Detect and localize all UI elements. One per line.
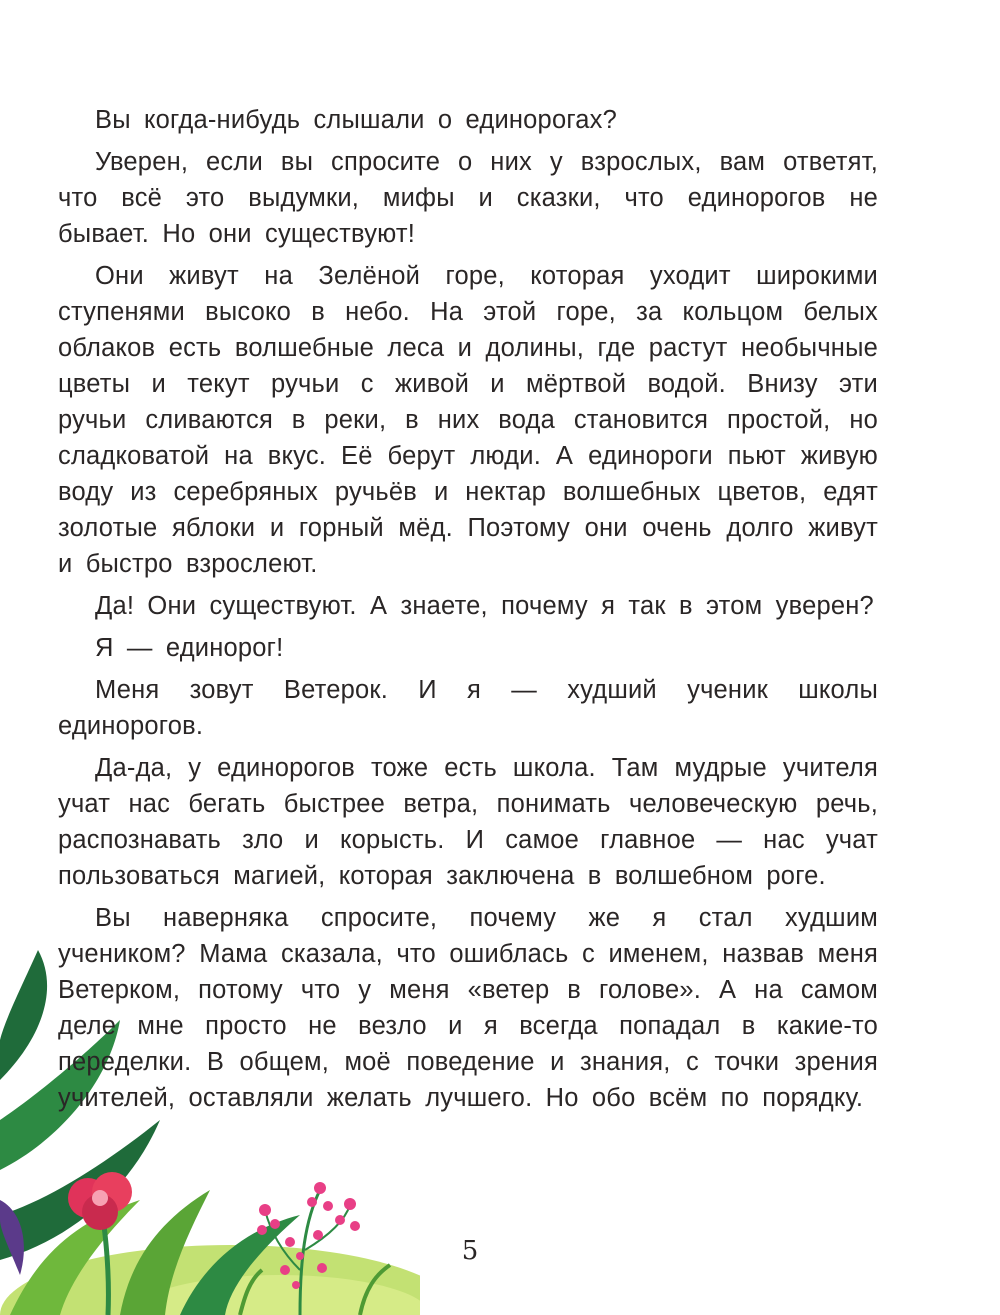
paragraph: Я — единорог! [95, 634, 284, 662]
paragraph: Да-да, у единорогов тоже есть школа. Там мудрые учителя учат нас бегать быстрее ветра, понимать человеческую речь, распознавать зло и корысть. И самое главное — нас учат пользоваться магией, которая заключена в волшебном роге. [58, 754, 878, 890]
paragraph: Уверен, если вы спросите о них у взрослых, вам ответят, что всё это выдумки, мифы и сказки, что единорогов не бывает. Но они существуют! [58, 148, 878, 248]
paragraph: Вы когда-нибудь слышали о единорогах? [95, 106, 617, 134]
paragraph: Да! Они существуют. А знаете, почему я так в этом уверен? [95, 592, 874, 620]
paragraph: Меня зовут Ветерок. И я — худший ученик школы единорогов. [58, 676, 878, 740]
paragraph: Вы наверняка спросите, почему же я стал худшим учеником? Мама сказала, что ошиблась с именем, назвав меня Ветерком, потому что у меня «ветер в голове». А на самом деле мне просто не везло и я всегда попадал в какие-то переделки. В общем, моё поведение и знания, с точки зрения учителей, оставляли желать лучшего. Но обо всём по порядку. [58, 904, 878, 1112]
body-text [58, 102, 878, 1122]
leaf-dark [0, 950, 47, 1080]
paragraph: Они живут на Зелёной горе, которая уходит широкими ступенями высоко в небо. На этой горе, за кольцом белых облаков есть волшебные леса и долины, где растут необычные цветы и текут ручьи с живой и мёртвой водой. Внизу эти ручьи сливаются в реки, в них вода становится простой, но сладковатой на вкус. Её берут люди. А единороги пьют живую воду из серебряных ручьёв и нектар волшебных цветов, едят золотые яблоки и горный мёд. Поэтому они очень долго живут и быстро взрослеют. [58, 262, 878, 578]
page-number: 5 [461, 1236, 479, 1266]
